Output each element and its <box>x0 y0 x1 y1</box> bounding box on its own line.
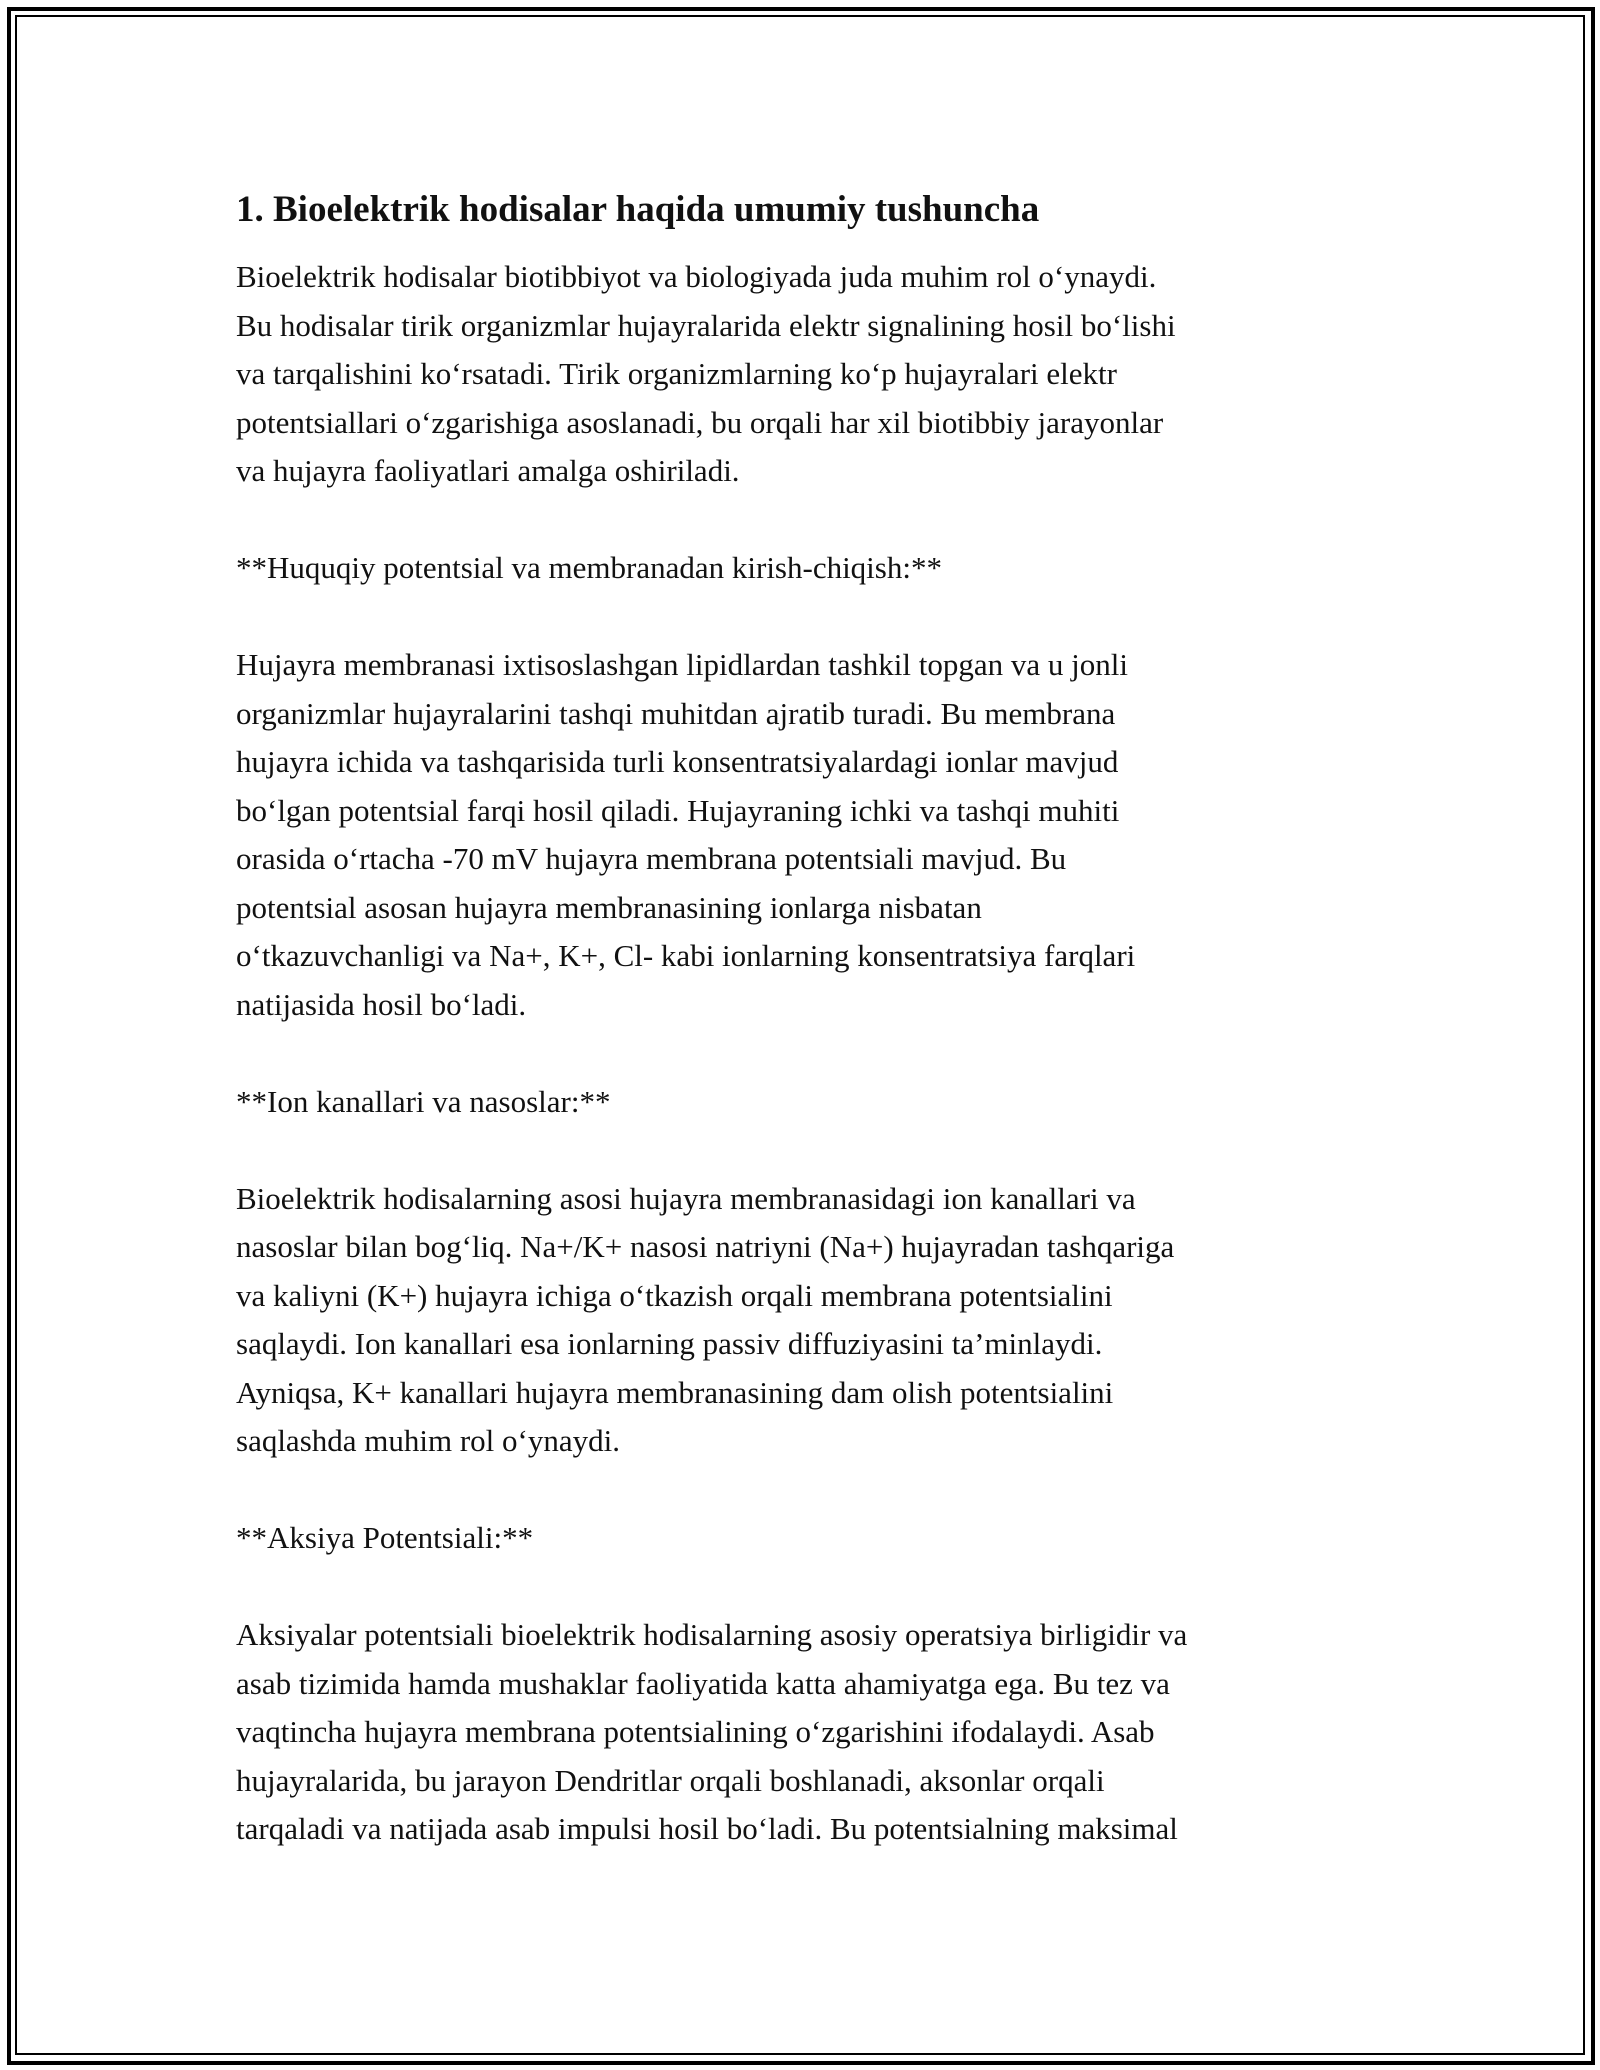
subheading-membrane-potential: **Huquqiy potentsial va membranadan kirish-chiqish:** <box>236 550 942 585</box>
paragraph-gap <box>236 1029 1366 1078</box>
membrane-paragraph: Hujayra membranasi ixtisoslashgan lipidlardan tashkil topgan va u jonli organizmlar hujayralarini tashqi muhitdan ajratib turadi. Bu membrana hujayra ichida va tashqarisida turli konsentratsiyalardagi ionlar mavjud bo‘lgan potentsial farqi hosil qiladi. Hujayraning ichki va tashqi muhiti orasida o‘rtacha -70 mV hujayra membrana potentsiali mavjud. Bu potentsial asosan hujayra membranasining ionlarga nisbatan o‘tkazuvchanligi va Na+, K+, Cl- kabi ionlarning konsentratsiya farqlari natijasida hosil bo‘ladi. <box>236 647 1136 1022</box>
ion-channels-paragraph: Bioelektrik hodisalarning asosi hujayra membranasidagi ion kanallari va nasoslar bilan bog‘liq. Na+/K+ nasosi natriyni (Na+) hujayradan tashqariga va kaliyni (K+) hujayra ichiga o‘tkazish orqali membrana potentsialini saqlaydi. Ion kanallari esa ionlarning passiv diffuziyasini ta’minlaydi. Ayniqsa, K+ kanallari hujayra membranasining dam olish potentsialini saqlashda muhim rol o‘ynaydi. <box>236 1180 1175 1458</box>
paragraph-gap <box>236 496 1366 545</box>
paragraph-gap <box>236 1466 1366 1515</box>
paragraph-gap <box>236 1126 1366 1175</box>
section-heading: 1. Bioelektrik hodisalar haqida umumiy tushuncha <box>236 189 1040 230</box>
intro-paragraph: Bioelektrik hodisalar biotibbiyot va biologiyada juda muhim rol o‘ynaydi. Bu hodisalar tirik organizmlar hujayralarida elektr signalining hosil bo‘lishi va tarqalishini ko‘rsatadi. Tirik organizmlarning ko‘p hujayralari elektr potentsiallari o‘zgarishiga asoslanadi, bu orqali har xil biotibbiy jarayonlar va hujayra faoliyatlari amalga oshiriladi. <box>236 259 1176 488</box>
document-body <box>236 185 1366 1854</box>
paragraph-gap <box>236 1563 1366 1612</box>
paragraph-gap <box>236 593 1366 642</box>
subheading-ion-channels: **Ion kanallari va nasoslar:** <box>236 1083 611 1119</box>
subheading-action-potential: **Aksiya Potentsiali:** <box>236 1520 534 1555</box>
action-potential-paragraph: Aksiyalar potentsiali bioelektrik hodisalarning asosiy operatsiya birligidir va asab tizimida hamda mushaklar faoliyatida katta ahamiyatga ega. Bu tez va vaqtincha hujayra membrana potentsialining o‘zgarishini ifodalaydi. Asab hujayralarida, bu jarayon Dendritlar orqali boshlanadi, aksonlar orqali tarqaladi va natijada asab impulsi hosil bo‘ladi. Bu potentsialning maksimal <box>236 1617 1188 1846</box>
